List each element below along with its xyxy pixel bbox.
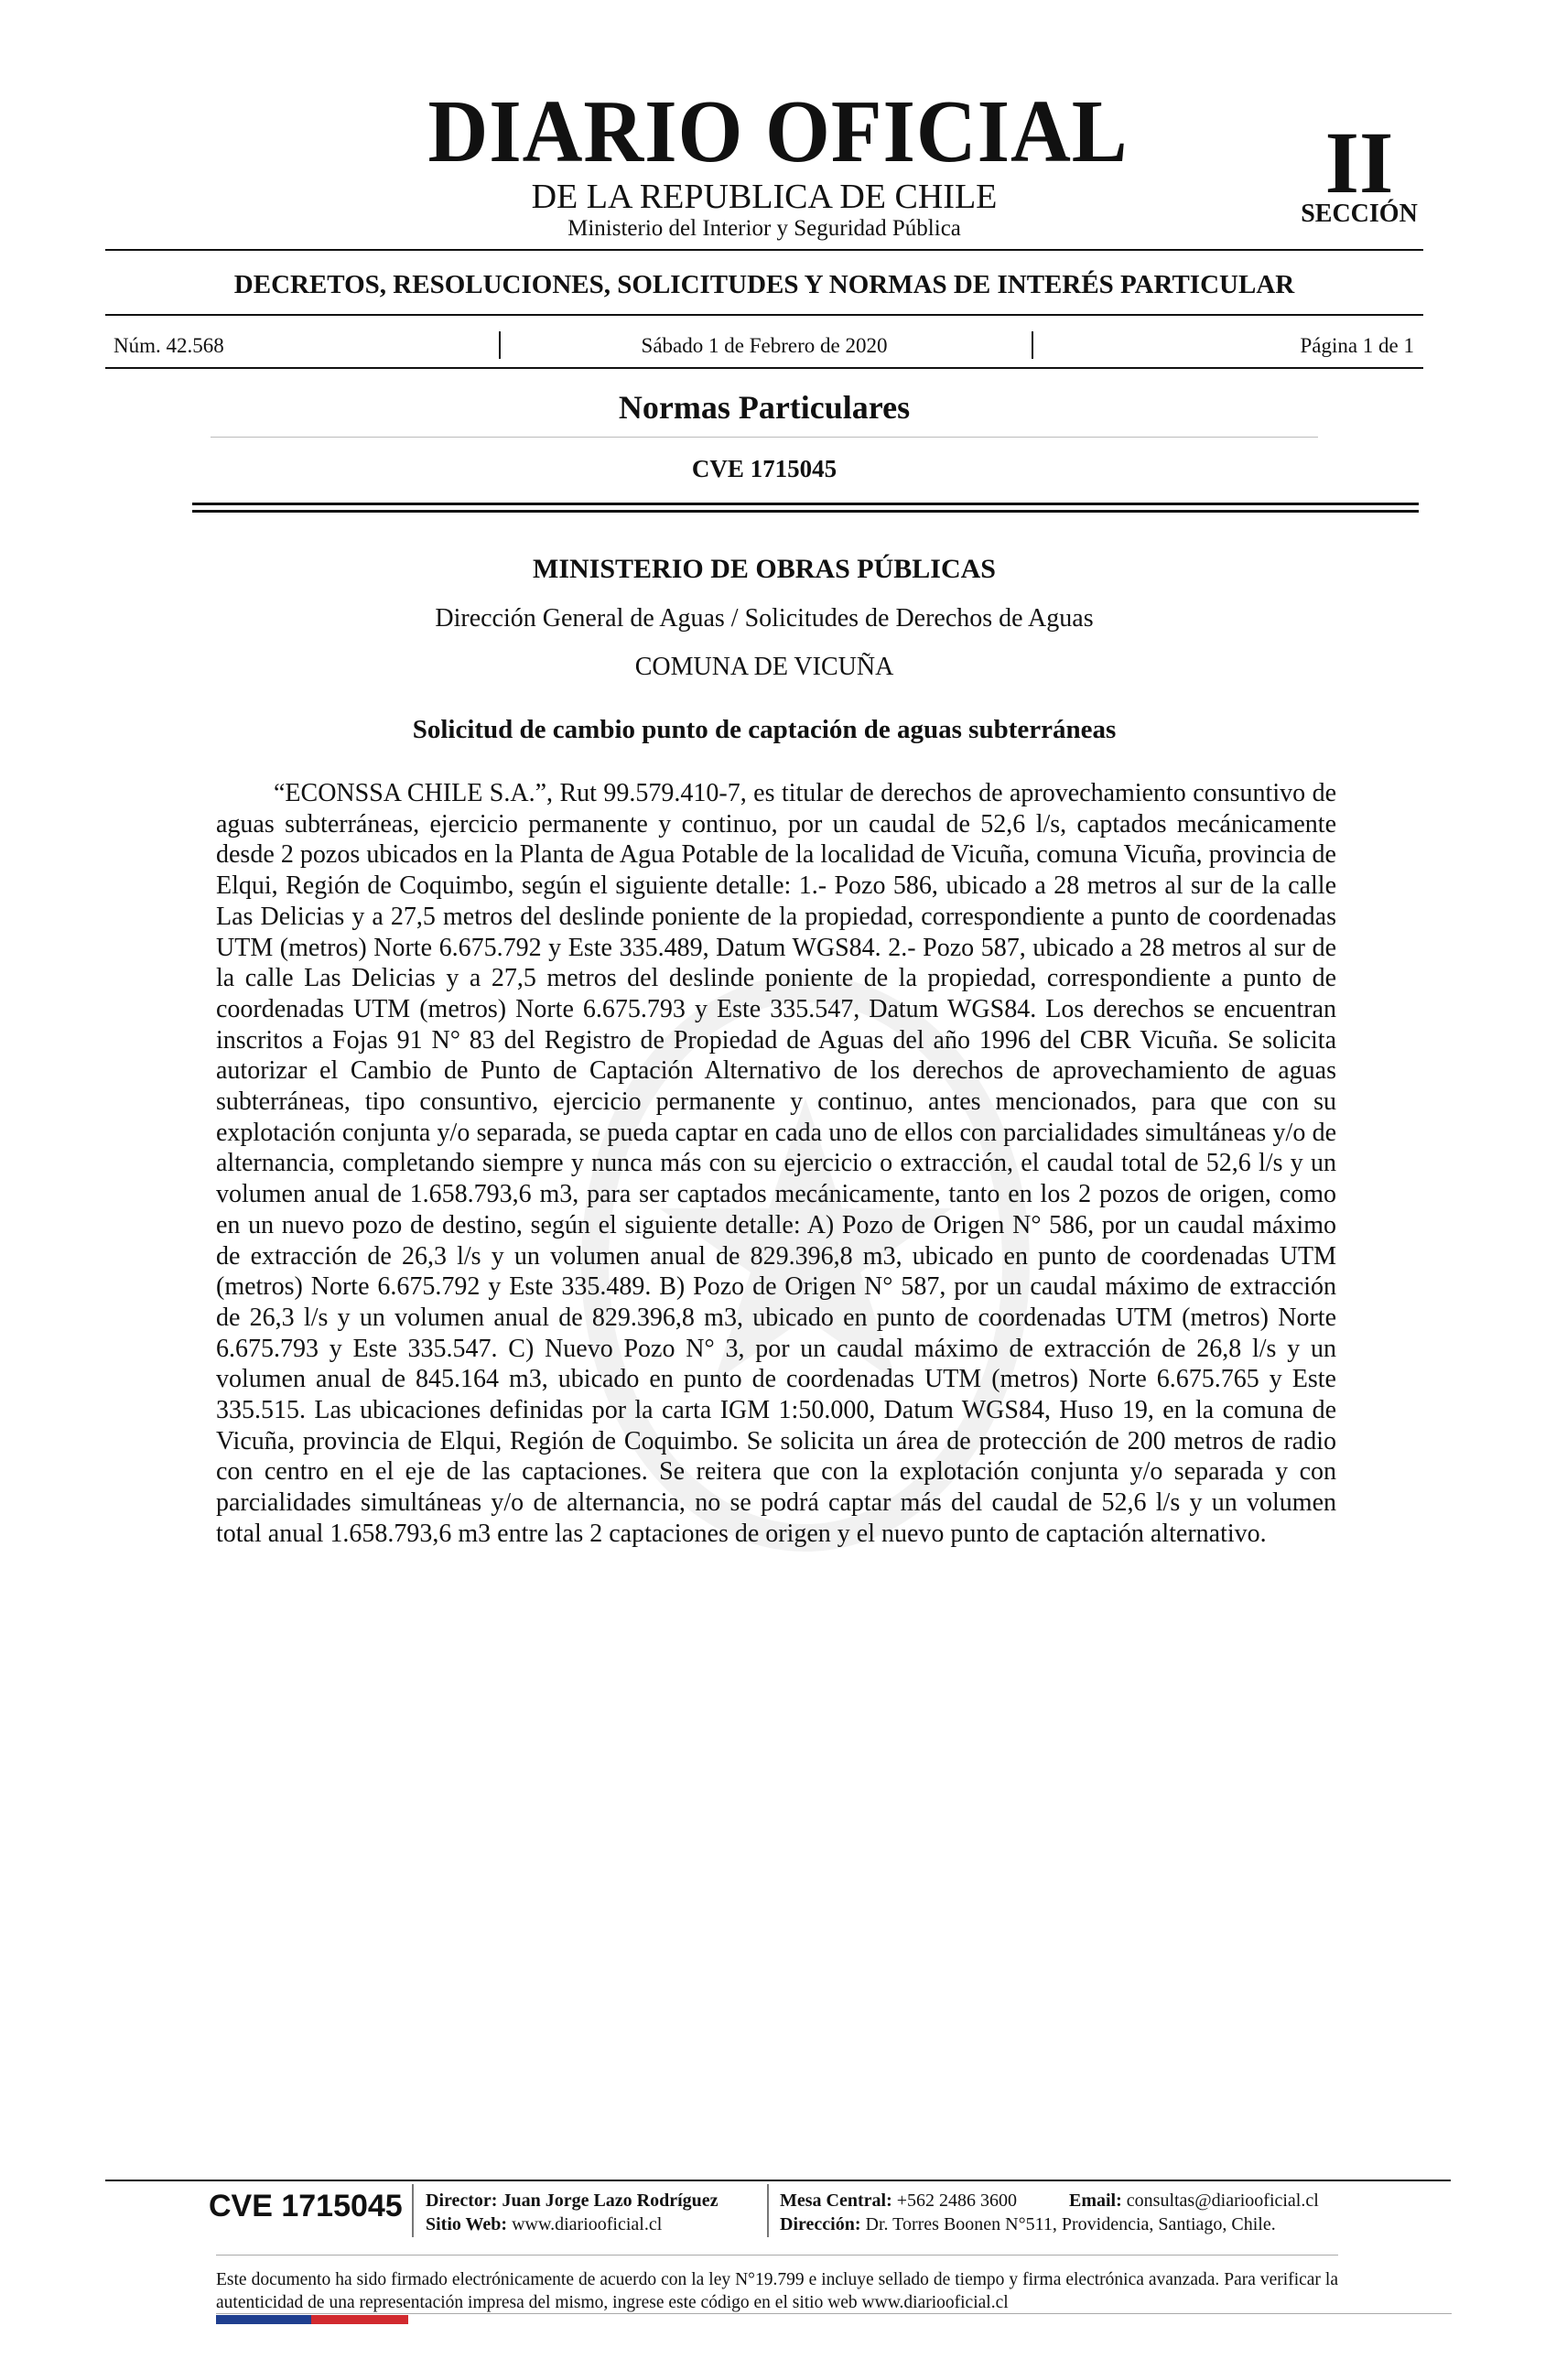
issue-divider: [1032, 331, 1033, 359]
footer-bottom-rule: [216, 2313, 1452, 2314]
email-link[interactable]: consultas@diariooficial.cl: [1126, 2191, 1319, 2211]
masthead-title: DIARIO OFICIAL: [427, 82, 1129, 181]
masthead-subtitle: DE LA REPUBLICA DE CHILE: [531, 178, 998, 216]
flag-stripe-red: [311, 2315, 408, 2324]
section-heading: DECRETOS, RESOLUCIONES, SOLICITUDES Y NORMAS DE INTERÉS PARTICULAR: [233, 270, 1295, 299]
footer-divider: [412, 2184, 414, 2237]
document-title: Solicitud de cambio punto de captación de aguas subterráneas: [412, 715, 1117, 744]
footer-cve-code: CVE 1715045: [209, 2189, 403, 2223]
masthead-ministry: Ministerio del Interior y Seguridad Pública: [567, 216, 961, 241]
footer-website: Sitio Web: www.diariooficial.cl: [426, 2214, 663, 2234]
norm-category: Normas Particulares: [618, 389, 911, 426]
footer-legal-note: Este documento ha sido firmado electrónicamente de acuerdo con la ley N°19.799 e incluye sellado de tiempo y firma electrónica avanzada. Para verificar la autenticidad de una representación impresa del mismo, ingrese este código en el sitio web www.diariooficial.cl: [216, 2270, 1338, 2312]
website-link[interactable]: www.diariooficial.cl: [512, 2214, 663, 2234]
issue-number: Núm. 42.568: [113, 334, 224, 357]
document-ministry: MINISTERIO DE OBRAS PÚBLICAS: [533, 554, 996, 584]
footer-director: Director: Juan Jorge Lazo Rodríguez: [426, 2191, 719, 2211]
section-number: II: [1324, 114, 1394, 211]
footer-phone: Mesa Central: +562 2486 3600: [780, 2191, 1018, 2211]
footer-address: Dirección: Dr. Torres Boonen N°511, Providencia, Santiago, Chile.: [780, 2214, 1276, 2234]
heading-rule: [105, 314, 1423, 316]
issue-rule: [105, 367, 1423, 369]
issue-date: Sábado 1 de Febrero de 2020: [641, 334, 888, 357]
document-direction: Dirección General de Aguas / Solicitudes de Derechos de Aguas: [435, 604, 1094, 633]
section-label: SECCIÓN: [1301, 200, 1418, 228]
masthead-rule: [105, 249, 1423, 251]
footer-divider: [767, 2184, 769, 2237]
double-rule-top: [192, 503, 1419, 505]
issue-page: Página 1 de 1: [1300, 334, 1414, 357]
double-rule-bottom: [192, 510, 1419, 513]
footer-email: Email: consultas@diariooficial.cl: [1069, 2191, 1319, 2211]
flag-stripe-blue: [216, 2315, 311, 2324]
issue-divider: [499, 331, 501, 359]
document-body: “ECONSSA CHILE S.A.”, Rut 99.579.410-7, es titular de derechos de aprovechamiento consuntivo de aguas subterráneas, ejercicio permanente y continuo, por un caudal de 52,6 l/s, captados mecánicamente desde 2 pozos ubicados en la Planta de Agua Potable de la localidad de Vicuña, comuna Vicuña, provincia de Elqui, Región de Coquimbo, según el siguiente detalle: 1.- Pozo 586, ubicado a 28 metros al sur de la calle Las Delicias y a 27,5 metros del deslinde poniente de la propiedad, correspondiente a punto de coordenadas UTM (metros) Norte 6.675.792 y Este 335.489, Datum WGS84. 2.- Pozo 587, ubicado a 28 metros al sur de la calle Las Delicias y a 27,5 metros del deslinde poniente de la propiedad, correspondiente a punto de coordenadas UTM (metros) Norte 6.675.793 y Este 335.547, Datum WGS84. Los derechos se encuentran inscritos a Fojas 91 N° 83 del Registro de Propiedad de Aguas del año 1996 del CBR Vicuña. Se solicita autorizar el Cambio de Punto de Captación Alternativo de los derechos de aprovechamiento de aguas subterráneas, tipo consuntivo, ejercicio permanente y continuo, antes mencionados, para que con su explotación conjunta y/o separada, se pueda captar en cada uno de ellos con parcialidades simultáneas y/o de alternancia, completando siempre y nunca más con su ejercicio o extracción, el caudal total de 52,6 l/s y un volumen anual de 1.658.793,6 m3, para ser captados mecánicamente, tanto en los 2 pozos de origen, como en un nuevo pozo de destino, según el siguiente detalle: A) Pozo de Origen N° 586, por un caudal máximo de extracción de 26,3 l/s y un volumen anual de 829.396,8 m3, ubicado en punto de coordenadas UTM (metros) Norte 6.675.792 y Este 335.489. B) Pozo de Origen N° 587, por un caudal máximo de extracción de 26,3 l/s y un volumen anual de 829.396,8 m3, ubicado en punto de coordenadas UTM (metros) Norte 6.675.793 y Este 335.547. C) Nuevo Pozo N° 3, por un caudal máximo de extracción de 26,8 l/s y un volumen anual de 845.164 m3, ubicado en punto de coordenadas UTM (metros) Norte 6.675.765 y Este 335.515. Las ubicaciones definidas por la carta IGM 1:50.000, Datum WGS84, Huso 19, en la comuna de Vicuña, provincia de Elqui, Región de Coquimbo. Se solicita un área de protección de 200 metros de radio con centro en el eje de las captaciones. Se reitera que con la explotación conjunta y/o separada y con parcialidades simultáneas y/o de alternancia, no se podrá captar más del caudal de 52,6 l/s y un volumen total anual 1.658.793,6 m3 entre las 2 captaciones de origen y el nuevo punto de captación alternativo.: [216, 779, 1336, 1548]
norm-thin-rule: [211, 437, 1318, 438]
footer-rule: [105, 2180, 1451, 2181]
document-comuna: COMUNA DE VICUÑA: [634, 653, 894, 681]
footer-note-rule: [216, 2255, 1338, 2256]
cve-code: CVE 1715045: [691, 455, 837, 482]
